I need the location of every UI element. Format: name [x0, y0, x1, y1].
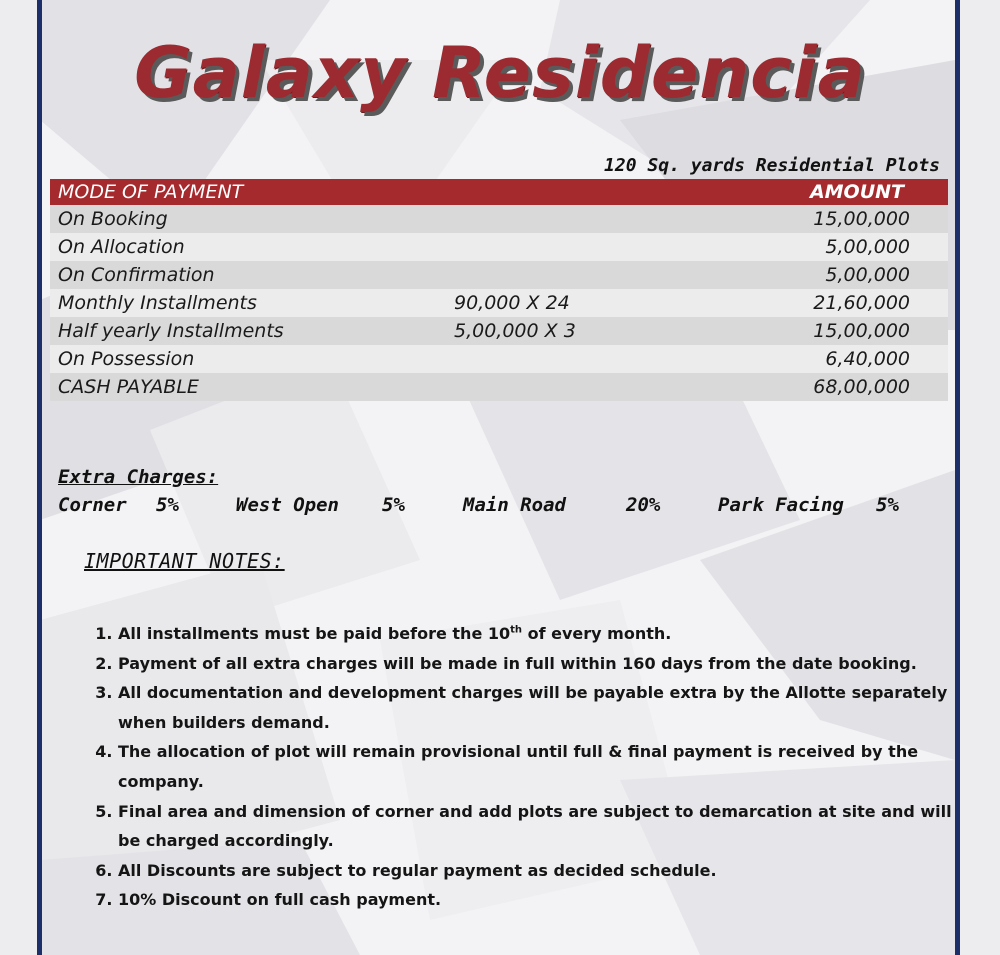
list-item [118, 619, 968, 649]
note-text: Final area and dimension of corner and add plots are subject to demarcation at site and will be charged accordingly. [118, 801, 952, 851]
important-notes-title: IMPORTANT NOTES: [84, 549, 285, 573]
row-amount: 21,60,000 [722, 289, 948, 317]
list-item [118, 737, 968, 796]
table-row [50, 317, 948, 345]
note-superscript: th [510, 624, 523, 636]
row-amount: 6,40,000 [722, 345, 948, 373]
extra-charge-value: 5% [382, 494, 405, 516]
note-text: The allocation of plot will remain provisional until full & final payment is received by the company. [118, 742, 919, 791]
row-amount: 15,00,000 [722, 317, 948, 345]
row-amount: 5,00,000 [722, 233, 948, 261]
list-item [118, 885, 968, 915]
row-mode: CASH PAYABLE [50, 373, 454, 401]
table-row [50, 261, 948, 289]
table-row [50, 345, 948, 373]
row-detail [454, 373, 722, 401]
table-row [50, 233, 948, 261]
extra-charge-label: Park Facing [718, 494, 844, 516]
left-border [37, 0, 42, 955]
row-mode: On Allocation [50, 233, 454, 261]
table-row [50, 289, 948, 317]
note-text: 10% Discount on full cash payment. [118, 890, 442, 910]
row-detail [454, 345, 722, 373]
row-mode: On Possession [50, 345, 454, 373]
note-text: All documentation and development charges will be payable extra by the Allotte separately when builders demand. [118, 683, 948, 732]
amount-header: AMOUNT [722, 179, 948, 205]
page-title: Galaxy Residencia [134, 32, 866, 114]
table-total-row [50, 373, 948, 401]
extra-charge-value: 5% [876, 494, 899, 516]
extra-charges-list [58, 494, 918, 520]
note-text: All installments must be paid before the 10 [118, 624, 511, 643]
row-amount: 68,00,000 [722, 373, 948, 401]
note-text-end: of every month. [522, 624, 672, 643]
note-text: All Discounts are subject to regular payment as decided schedule. [118, 860, 717, 880]
row-amount: 15,00,000 [722, 205, 948, 233]
mode-of-payment-header: MODE OF PAYMENT [50, 179, 722, 205]
row-detail [454, 233, 722, 261]
extra-charge-label: Corner [58, 494, 127, 516]
row-amount: 5,00,000 [722, 261, 948, 289]
row-mode: Monthly Installments [50, 289, 454, 317]
table-header-row [50, 179, 948, 205]
subtitle: 120 Sq. yards Residential Plots [604, 155, 940, 176]
payment-table [50, 179, 948, 401]
extra-charge-label: West Open [236, 494, 339, 516]
extra-charge-value: 5% [156, 494, 179, 516]
note-text: Payment of all extra charges will be made in full within 160 days from the date booking. [118, 653, 917, 673]
extra-charge-label: Main Road [463, 494, 566, 516]
list-item [118, 797, 968, 856]
row-detail: 90,000 X 24 [454, 289, 722, 317]
row-detail [454, 261, 722, 289]
list-item [118, 678, 968, 737]
extra-charges-title: Extra Charges: [58, 466, 219, 488]
important-notes-list [86, 619, 968, 915]
row-detail [454, 205, 722, 233]
list-item [118, 856, 968, 886]
row-detail: 5,00,000 X 3 [454, 317, 722, 345]
list-item [118, 649, 968, 679]
table-row [50, 205, 948, 233]
row-mode: On Booking [50, 205, 454, 233]
row-mode: Half yearly Installments [50, 317, 454, 345]
extra-charge-value: 20% [626, 494, 661, 516]
row-mode: On Confirmation [50, 261, 454, 289]
